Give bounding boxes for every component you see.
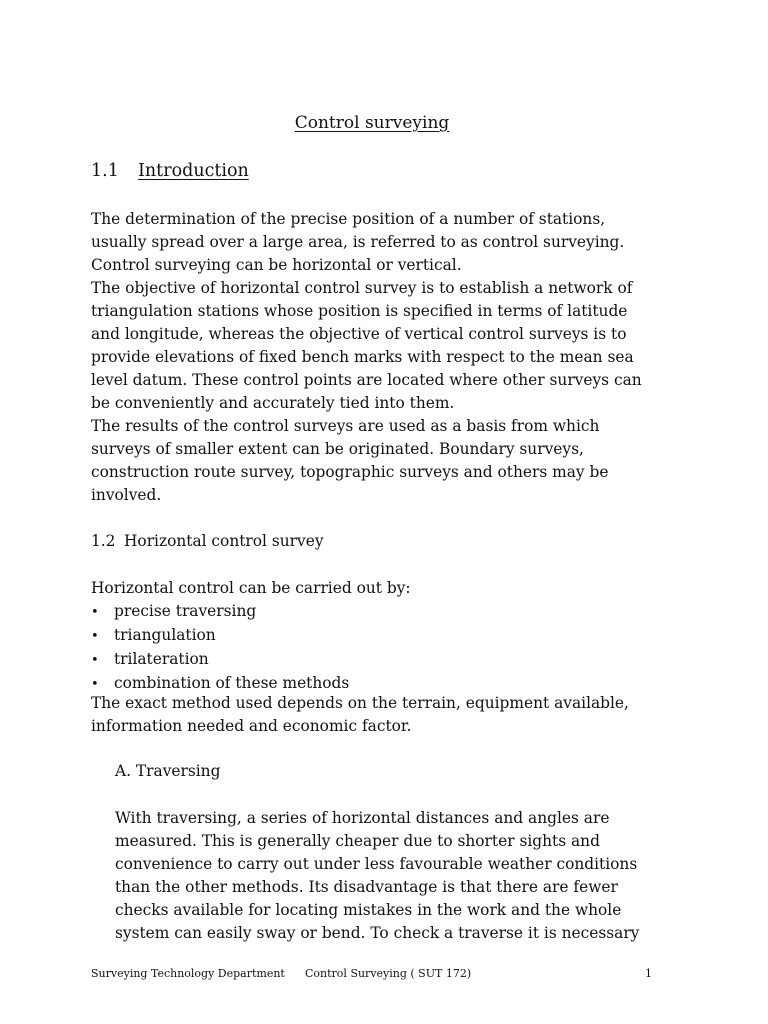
footer-course: Control Surveying ( SUT 172) bbox=[305, 967, 472, 980]
section-title: Horizontal control survey bbox=[124, 532, 324, 550]
footer-page-number: 1 bbox=[645, 967, 652, 980]
paragraph-line: The objective of horizontal control survey is to establish a network of bbox=[91, 279, 633, 297]
paragraph-line: usually spread over a large area, is referred to as control surveying. bbox=[91, 233, 625, 251]
list-item bbox=[91, 600, 349, 624]
paragraph-line: The exact method used depends on the terrain, equipment available, bbox=[91, 694, 629, 712]
paragraph-line: system can easily sway or bend. To check a traverse it is necessary bbox=[115, 924, 640, 942]
section-heading-introduction bbox=[91, 161, 249, 181]
paragraph-line: Control surveying can be horizontal or vertical. bbox=[91, 256, 462, 274]
list-item-text: combination of these methods bbox=[114, 674, 350, 692]
paragraph-line: and longitude, whereas the objective of vertical control surveys is to bbox=[91, 325, 627, 343]
method-note-paragraph bbox=[91, 692, 629, 738]
paragraph-line: than the other methods. Its disadvantage is that there are fewer bbox=[115, 878, 618, 896]
bullet-icon: • bbox=[91, 629, 99, 644]
list-item-text: triangulation bbox=[114, 626, 216, 644]
subsection-heading-traversing: A. Traversing bbox=[115, 762, 221, 780]
horizontal-intro-paragraph bbox=[91, 577, 411, 600]
traversing-paragraph bbox=[115, 807, 639, 945]
paragraph-line: checks available for locating mistakes in the work and the whole bbox=[115, 901, 622, 919]
paragraph-line: convenience to carry out under less favourable weather conditions bbox=[115, 855, 638, 873]
section-heading-horizontal-control bbox=[91, 532, 324, 550]
section-number: 1.1 bbox=[91, 161, 119, 181]
paragraph-line: With traversing, a series of horizontal distances and angles are bbox=[115, 809, 610, 827]
paragraph-line: surveys of smaller extent can be originated. Boundary surveys, bbox=[91, 440, 584, 458]
bullet-icon: • bbox=[91, 677, 99, 692]
paragraph-line: Horizontal control can be carried out by: bbox=[91, 579, 411, 597]
list-item-text: trilateration bbox=[114, 650, 209, 668]
paragraph-line: The results of the control surveys are used as a basis from which bbox=[91, 417, 600, 435]
paragraph-line: The determination of the precise position of a number of stations, bbox=[91, 210, 606, 228]
paragraph-line: measured. This is generally cheaper due to shorter sights and bbox=[115, 832, 600, 850]
list-item bbox=[91, 624, 349, 648]
paragraph-line: involved. bbox=[91, 486, 162, 504]
paragraph-line: information needed and economic factor. bbox=[91, 717, 412, 735]
bullet-icon: • bbox=[91, 653, 99, 668]
paragraph-line: be conveniently and accurately tied into them. bbox=[91, 394, 455, 412]
list-item bbox=[91, 648, 349, 672]
page-title: Control surveying bbox=[294, 113, 450, 133]
paragraph-line: level datum. These control points are located where other surveys can bbox=[91, 371, 642, 389]
intro-paragraph bbox=[91, 208, 642, 507]
footer-department: Surveying Technology Department bbox=[91, 967, 285, 980]
section-number: 1.2 bbox=[91, 532, 116, 550]
paragraph-line: construction route survey, topographic surveys and others may be bbox=[91, 463, 609, 481]
section-title: Introduction bbox=[138, 161, 249, 181]
methods-list bbox=[91, 600, 349, 696]
paragraph-line: triangulation stations whose position is specified in terms of latitude bbox=[91, 302, 628, 320]
paragraph-line: provide elevations of fixed bench marks with respect to the mean sea bbox=[91, 348, 634, 366]
bullet-icon: • bbox=[91, 605, 99, 620]
list-item-text: precise traversing bbox=[114, 602, 257, 620]
page-footer bbox=[0, 967, 768, 983]
